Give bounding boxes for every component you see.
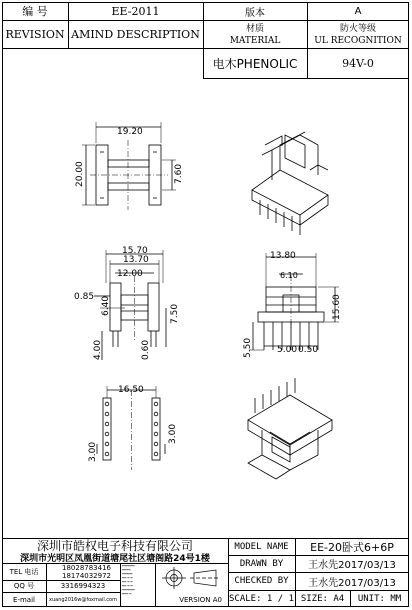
scale-label: SCALE: 1 / 1: [228, 593, 295, 604]
dim-side-pin-dia: 0.50: [298, 345, 319, 355]
tel-value-1: 18028783416: [62, 564, 111, 572]
isometric-view-bottom: [248, 378, 332, 479]
tolerance-notes: ━━━━━━ ━━━━ ━━━━━ ━━ ━ ━ ━━ ━ ━ ━━ ━ ━ ━━━━━━ ━━━ ━: [122, 564, 135, 596]
isometric-view-top: [252, 132, 328, 235]
version-a0-label: VERSION A0: [179, 595, 222, 604]
model-name-label: MODEL NAME: [234, 541, 289, 552]
dim-front-h: 7.50: [170, 303, 180, 324]
email-label: E-mail: [13, 595, 35, 604]
dim-front-w2: 13.70: [123, 255, 149, 265]
dim-front-left: 0.85: [74, 292, 95, 302]
dim-side-inner: 6.10: [280, 271, 298, 280]
dim-front-small: 0.60: [141, 339, 151, 360]
material-label-en: MATERIAL: [229, 35, 281, 46]
unit-label: UNIT: MM: [357, 593, 402, 604]
company-address: 深圳市光明区凤凰街道塘尾社区塘阁路24号1楼: [20, 553, 210, 563]
dim-bottom-right: 3.00: [168, 423, 178, 444]
qq-label: QQ 号: [13, 582, 35, 590]
dim-front-mid: 6.40: [101, 295, 111, 316]
size-label: SIZE: A4: [300, 593, 345, 604]
qq-value: 3316994323: [60, 582, 106, 590]
material-value: 电木PHENOLIC: [212, 56, 298, 71]
projection-symbol: [158, 565, 224, 591]
dim-side-pin-pitch: 5.00: [277, 345, 298, 355]
flame-rating-label-cn: 防火等级: [339, 24, 376, 34]
company-name: 深圳市皓权电子科技有限公司: [36, 539, 193, 552]
bottom-view: [97, 386, 165, 470]
checked-by-value: 王水先2017/03/13: [308, 577, 396, 589]
revision-label: REVISION: [5, 27, 65, 41]
drawn-by-value: 王水先2017/03/13: [308, 560, 396, 571]
checked-by-label: CHECKED BY: [234, 576, 289, 586]
model-name-value: EE-20卧式6+6P: [310, 540, 394, 554]
drawn-by-label: DRAWN BY: [239, 558, 284, 569]
dim-side-height: 15.60: [332, 294, 342, 320]
side-view: [249, 253, 339, 350]
dim-bottom-left: 3.00: [88, 441, 98, 462]
dim-side-pin-length: 5.50: [243, 337, 253, 358]
amend-description-label: AMIND DESCRIPTION: [71, 27, 200, 41]
dim-front-w3: 12.00: [117, 269, 143, 279]
dim-top-height: 20.00: [75, 161, 85, 187]
dim-front-w1: 15.70: [122, 246, 148, 256]
material-label-cn: 材质: [245, 24, 264, 34]
dim-top-width: 19.20: [117, 127, 143, 137]
flame-rating-label-en: UL RECOGNITION: [314, 35, 402, 46]
email-value: xuang2016w@foxmail.com: [49, 596, 117, 603]
dim-bottom-width: 16.50: [118, 385, 144, 395]
number-value: EE-2011: [111, 4, 160, 18]
dim-side-width: 13.80: [270, 251, 296, 261]
tel-label: TEL 电话: [9, 567, 39, 576]
tel-value-2: 18174032972: [62, 572, 111, 580]
version-value: A: [354, 5, 362, 17]
number-label: 编 号: [22, 5, 48, 18]
flame-rating-value: 94V-0: [342, 56, 374, 70]
dim-front-pin: 4.00: [93, 339, 103, 360]
version-label: 版本: [245, 7, 265, 19]
dim-top-side: 7.60: [174, 163, 184, 184]
